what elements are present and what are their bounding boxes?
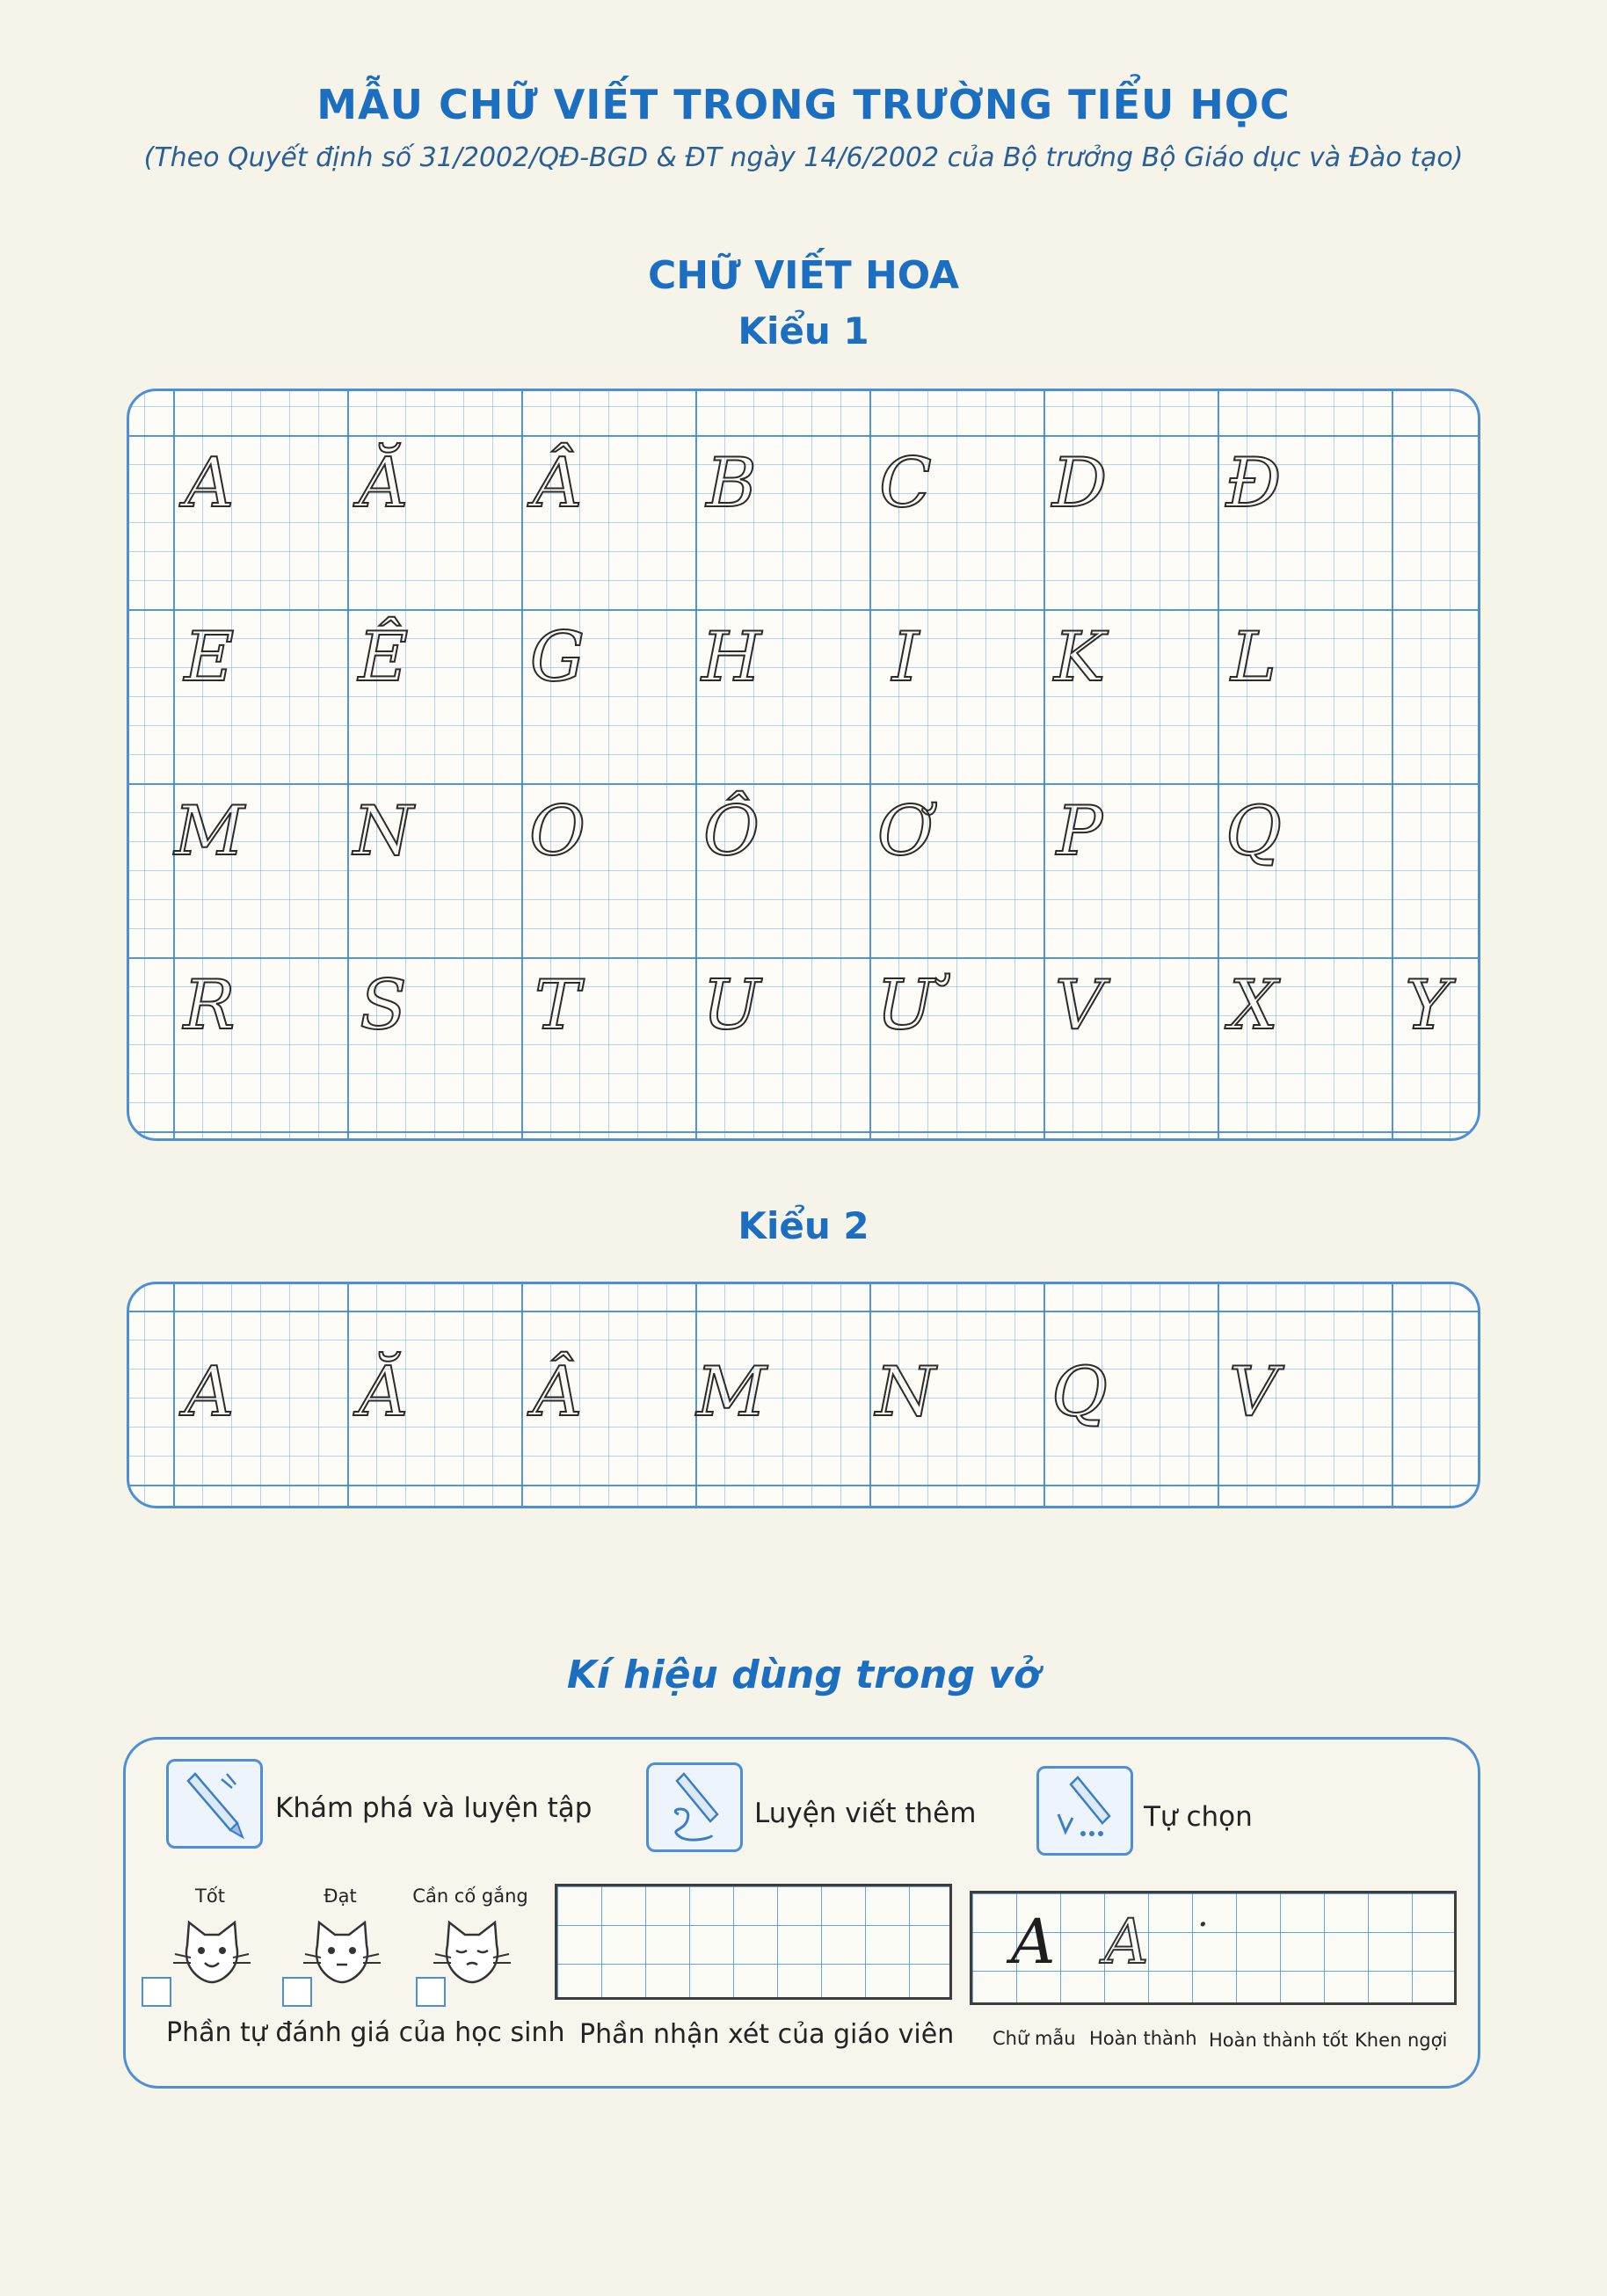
cat-smile-icon <box>170 1914 254 1987</box>
letter-cell: Ơ <box>877 792 934 871</box>
sample-dot: · <box>1197 1905 1209 1945</box>
symbol-label-explore: Khám phá và luyện tập <box>275 1792 593 1824</box>
letter-cell: Ă <box>358 1353 409 1432</box>
letter-cell: N <box>875 1353 936 1432</box>
style1-grid <box>127 389 1480 1141</box>
letter-cell: Đ <box>1225 444 1282 523</box>
level-complete: Hoàn thành <box>1089 2028 1197 2049</box>
letter-cell: X <box>1229 966 1278 1045</box>
letter-cell: Ư <box>876 966 934 1045</box>
style1-label: Kiểu 1 <box>738 309 869 352</box>
letter-cell: M <box>696 1353 767 1432</box>
section-title: CHỮ VIẾT HOA <box>647 253 960 298</box>
letter-cell: Ô <box>703 792 760 871</box>
pencil-icon <box>166 1759 263 1849</box>
letter-cell: U <box>702 966 760 1045</box>
letter-cell: A <box>184 1353 235 1432</box>
legend-title: Kí hiệu dùng trong vở <box>566 1653 1041 1697</box>
letter-cell: G <box>529 618 585 697</box>
style2-label: Kiểu 2 <box>738 1204 869 1247</box>
face-label-pass: Đạt <box>324 1885 357 1907</box>
sample-letter-traced: A <box>1104 1906 1149 1978</box>
letter-cell: T <box>534 966 581 1045</box>
cat-neutral-icon <box>300 1914 384 1987</box>
symbol-label-optional: Tự chọn <box>1144 1801 1253 1833</box>
letter-cell: C <box>879 444 932 523</box>
teacher-comment-grid <box>555 1884 952 2000</box>
letter-cell: E <box>184 618 235 697</box>
letter-cell: R <box>183 966 236 1045</box>
letter-cell: Ă <box>358 444 409 523</box>
letter-cell: Â <box>532 1353 583 1432</box>
style2-grid <box>127 1282 1480 1508</box>
letter-cell: D <box>1051 444 1108 523</box>
face-label-good: Tốt <box>195 1885 225 1907</box>
letter-cell: V <box>1228 1353 1279 1432</box>
checkbox-good[interactable] <box>142 1977 171 2007</box>
letter-cell: M <box>174 792 244 871</box>
letter-cell: Q <box>1051 1353 1108 1432</box>
letter-cell: K <box>1053 618 1106 697</box>
letter-cell: B <box>706 444 757 523</box>
letter-cell: A <box>184 444 235 523</box>
letter-cell: L <box>1231 618 1276 697</box>
self-assessment-caption: Phần tự đánh giá của học sinh <box>166 2017 565 2048</box>
letter-cell: O <box>529 792 585 871</box>
letter-cell: S <box>360 966 407 1045</box>
letter-cell: I <box>891 618 920 697</box>
letter-cell: Â <box>532 444 583 523</box>
pencil-squiggle-icon <box>646 1762 743 1852</box>
letter-cell: H <box>701 618 762 697</box>
letter-cell: V <box>1054 966 1105 1045</box>
letter-cell: Ê <box>358 618 409 697</box>
legend-box <box>123 1737 1480 2089</box>
letter-cell: Y <box>1405 966 1451 1045</box>
pencil-dots-icon <box>1036 1766 1133 1856</box>
checkbox-try-harder[interactable] <box>416 1977 446 2007</box>
checkbox-pass[interactable] <box>282 1977 312 2007</box>
sample-letter: A <box>1011 1906 1056 1978</box>
teacher-comment-caption: Phần nhận xét của giáo viên <box>579 2019 955 2050</box>
page-subtitle: (Theo Quyết định số 31/2002/QĐ-BGD & ĐT ngày 14/6/2002 của Bộ trưởng Bộ Giáo dục và Đào tạo) <box>143 142 1464 173</box>
sample-letters-grid <box>970 1891 1457 2005</box>
letter-cell: Q <box>1225 792 1282 871</box>
page-title: MẪU CHỮ VIẾT TRONG TRƯỜNG TIỂU HỌC <box>316 81 1291 128</box>
level-sample: Chữ mẫu <box>993 2028 1076 2049</box>
letter-cell: N <box>353 792 414 871</box>
face-label-try-harder: Cần cố gắng <box>412 1885 528 1907</box>
level-complete-well: Hoàn thành tốt <box>1209 2030 1349 2051</box>
level-praise: Khen ngợi <box>1355 2030 1448 2051</box>
letter-cell: P <box>1056 792 1103 871</box>
symbol-label-extra-practice: Luyện viết thêm <box>754 1798 977 1829</box>
